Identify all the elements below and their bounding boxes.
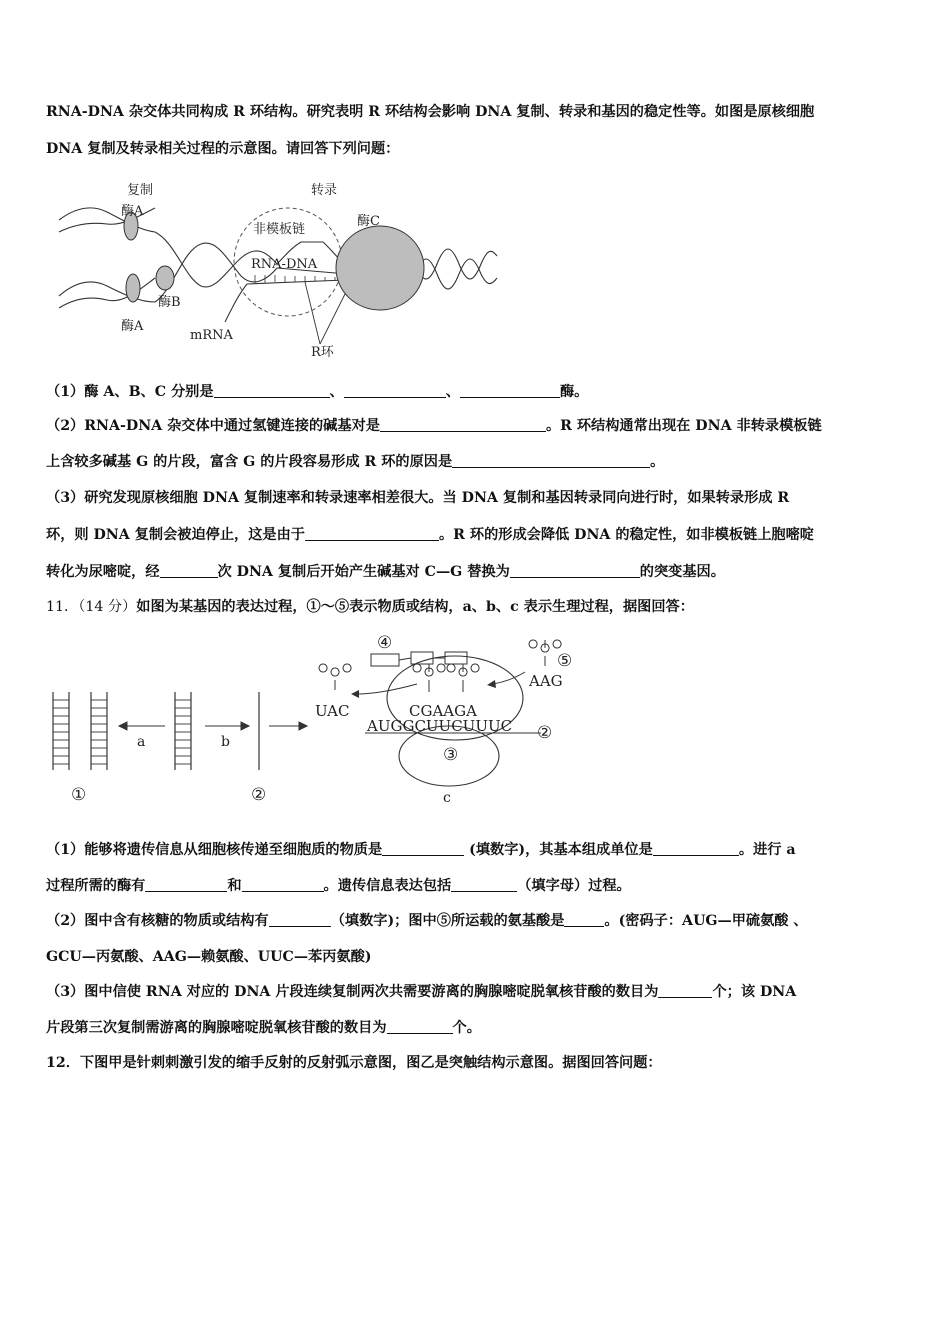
label-mrna: mRNA xyxy=(190,328,233,343)
answer-blank[interactable] xyxy=(269,912,331,927)
q11-part2-line2: GCU—丙氨酸、AAG—赖氨酸、UUC—苯丙氨酸) xyxy=(46,949,372,965)
label-aag: AAG xyxy=(529,672,563,690)
answer-blank[interactable] xyxy=(160,563,218,578)
answer-blank[interactable] xyxy=(214,383,330,398)
label-r-loop: R环 xyxy=(311,345,334,360)
label-circle-2-left: ② xyxy=(251,785,267,805)
q11-stem: 11．（14 分）如图为某基因的表达过程，①～⑤表示物质或结构，a、b、c 表示生理过程，据图回答： xyxy=(46,599,694,615)
label-nontemplate-strand: 非模板链 xyxy=(253,222,306,237)
label-process-a: a xyxy=(137,734,146,750)
answer-blank[interactable] xyxy=(382,841,464,856)
label-enzyme-a-bottom: 酶A xyxy=(121,319,144,334)
answer-blank[interactable] xyxy=(387,1019,453,1034)
answer-blank[interactable] xyxy=(344,383,446,398)
q11-part1-line1: （1）能够将遗传信息从细胞核传递至细胞质的物质是 (填数字)，其基本组成单位是 。进行 a xyxy=(46,842,796,858)
label-transcription: 转录 xyxy=(311,183,338,198)
q10-part1: （1）酶 A、B、C 分别是 、 、 酶。 xyxy=(46,384,589,400)
answer-blank[interactable] xyxy=(658,983,712,998)
answer-blank[interactable] xyxy=(452,453,650,468)
answer-blank[interactable] xyxy=(451,877,517,892)
label-rna-dna: RNA-DNA xyxy=(251,257,318,272)
label-circle-2-right: ② xyxy=(537,723,553,743)
q11-part3-line1: （3）图中信使 RNA 对应的 DNA 片段连续复制两次共需要游离的胸腺嘧啶脱氧核苷酸的数目为 个；该 DNA xyxy=(46,984,797,1000)
q11-part2-line1: （2）图中含有核糖的物质或结构有 （填数字)；图中⑤所运载的氨基酸是 。(密码子：AUG—甲硫氨酸 、 xyxy=(46,913,808,929)
label-enzyme-a-top: 酶A xyxy=(121,204,144,219)
answer-blank[interactable] xyxy=(460,383,560,398)
answer-blank[interactable] xyxy=(242,877,324,892)
label-circle-5: ⑤ xyxy=(557,651,573,671)
q10-part3-line2: 环，则 DNA 复制会被迫停止，这是由于 。R 环的形成会降低 DNA 的稳定性，如非模板链上胞嘧啶 xyxy=(46,527,814,543)
intro-line-2: DNA 复制及转录相关过程的示意图。请回答下列问题： xyxy=(46,141,400,157)
label-process-b: b xyxy=(221,734,230,750)
label-enzyme-b: 酶B xyxy=(158,295,181,310)
answer-blank[interactable] xyxy=(305,526,439,541)
label-circle-1: ① xyxy=(71,785,87,805)
figure-gene-expression xyxy=(45,632,573,810)
label-replication: 复制 xyxy=(127,183,154,198)
answer-blank[interactable] xyxy=(510,563,640,578)
intro-line-1: RNA-DNA 杂交体共同构成 R 环结构。研究表明 R 环结构会影响 DNA 复制、转录和基因的稳定性等。如图是原核细胞 xyxy=(46,104,815,120)
q10-part3-line3: 转化为尿嘧啶，经 次 DNA 复制后开始产生碱基对 C—G 替换为 的突变基因。 xyxy=(46,564,725,580)
label-process-c: c xyxy=(443,790,451,806)
answer-blank[interactable] xyxy=(653,841,739,856)
label-mrna-sequence: AUGGCUUCUUUC xyxy=(367,717,513,735)
label-enzyme-c: 酶C xyxy=(357,214,380,229)
q10-part2-line2: 上含较多碱基 G 的片段，富含 G 的片段容易形成 R 环的原因是 。 xyxy=(46,454,665,470)
q10-part3-line1: （3）研究发现原核细胞 DNA 复制速率和转录速率相差很大。当 DNA 复制和基因转录同向进行时，如果转录形成 R xyxy=(46,490,790,506)
label-uac: UAC xyxy=(315,702,350,720)
q11-part3-line2: 片段第三次复制需游离的胸腺嘧啶脱氧核苷酸的数目为 个。 xyxy=(46,1020,481,1036)
answer-blank[interactable] xyxy=(145,877,227,892)
q12-stem: 12．下图甲是针刺刺激引发的缩手反射的反射弧示意图，图乙是突触结构示意图。据图回答问题： xyxy=(46,1055,662,1071)
label-circle-4: ④ xyxy=(377,633,393,653)
q10-part2-line1: （2）RNA-DNA 杂交体中通过氢键连接的碱基对是 。R 环结构通常出现在 DNA 非转录模板链 xyxy=(46,418,822,434)
q11-part1-line2: 过程所需的酶有 和 。遗传信息表达包括 （填字母）过程。 xyxy=(46,878,631,894)
figure-replication-transcription xyxy=(55,178,505,360)
label-circle-3: ③ xyxy=(443,745,459,765)
label-cgaaga: CGAAGA xyxy=(409,702,477,720)
answer-blank[interactable] xyxy=(380,417,546,432)
answer-blank[interactable] xyxy=(564,912,604,927)
